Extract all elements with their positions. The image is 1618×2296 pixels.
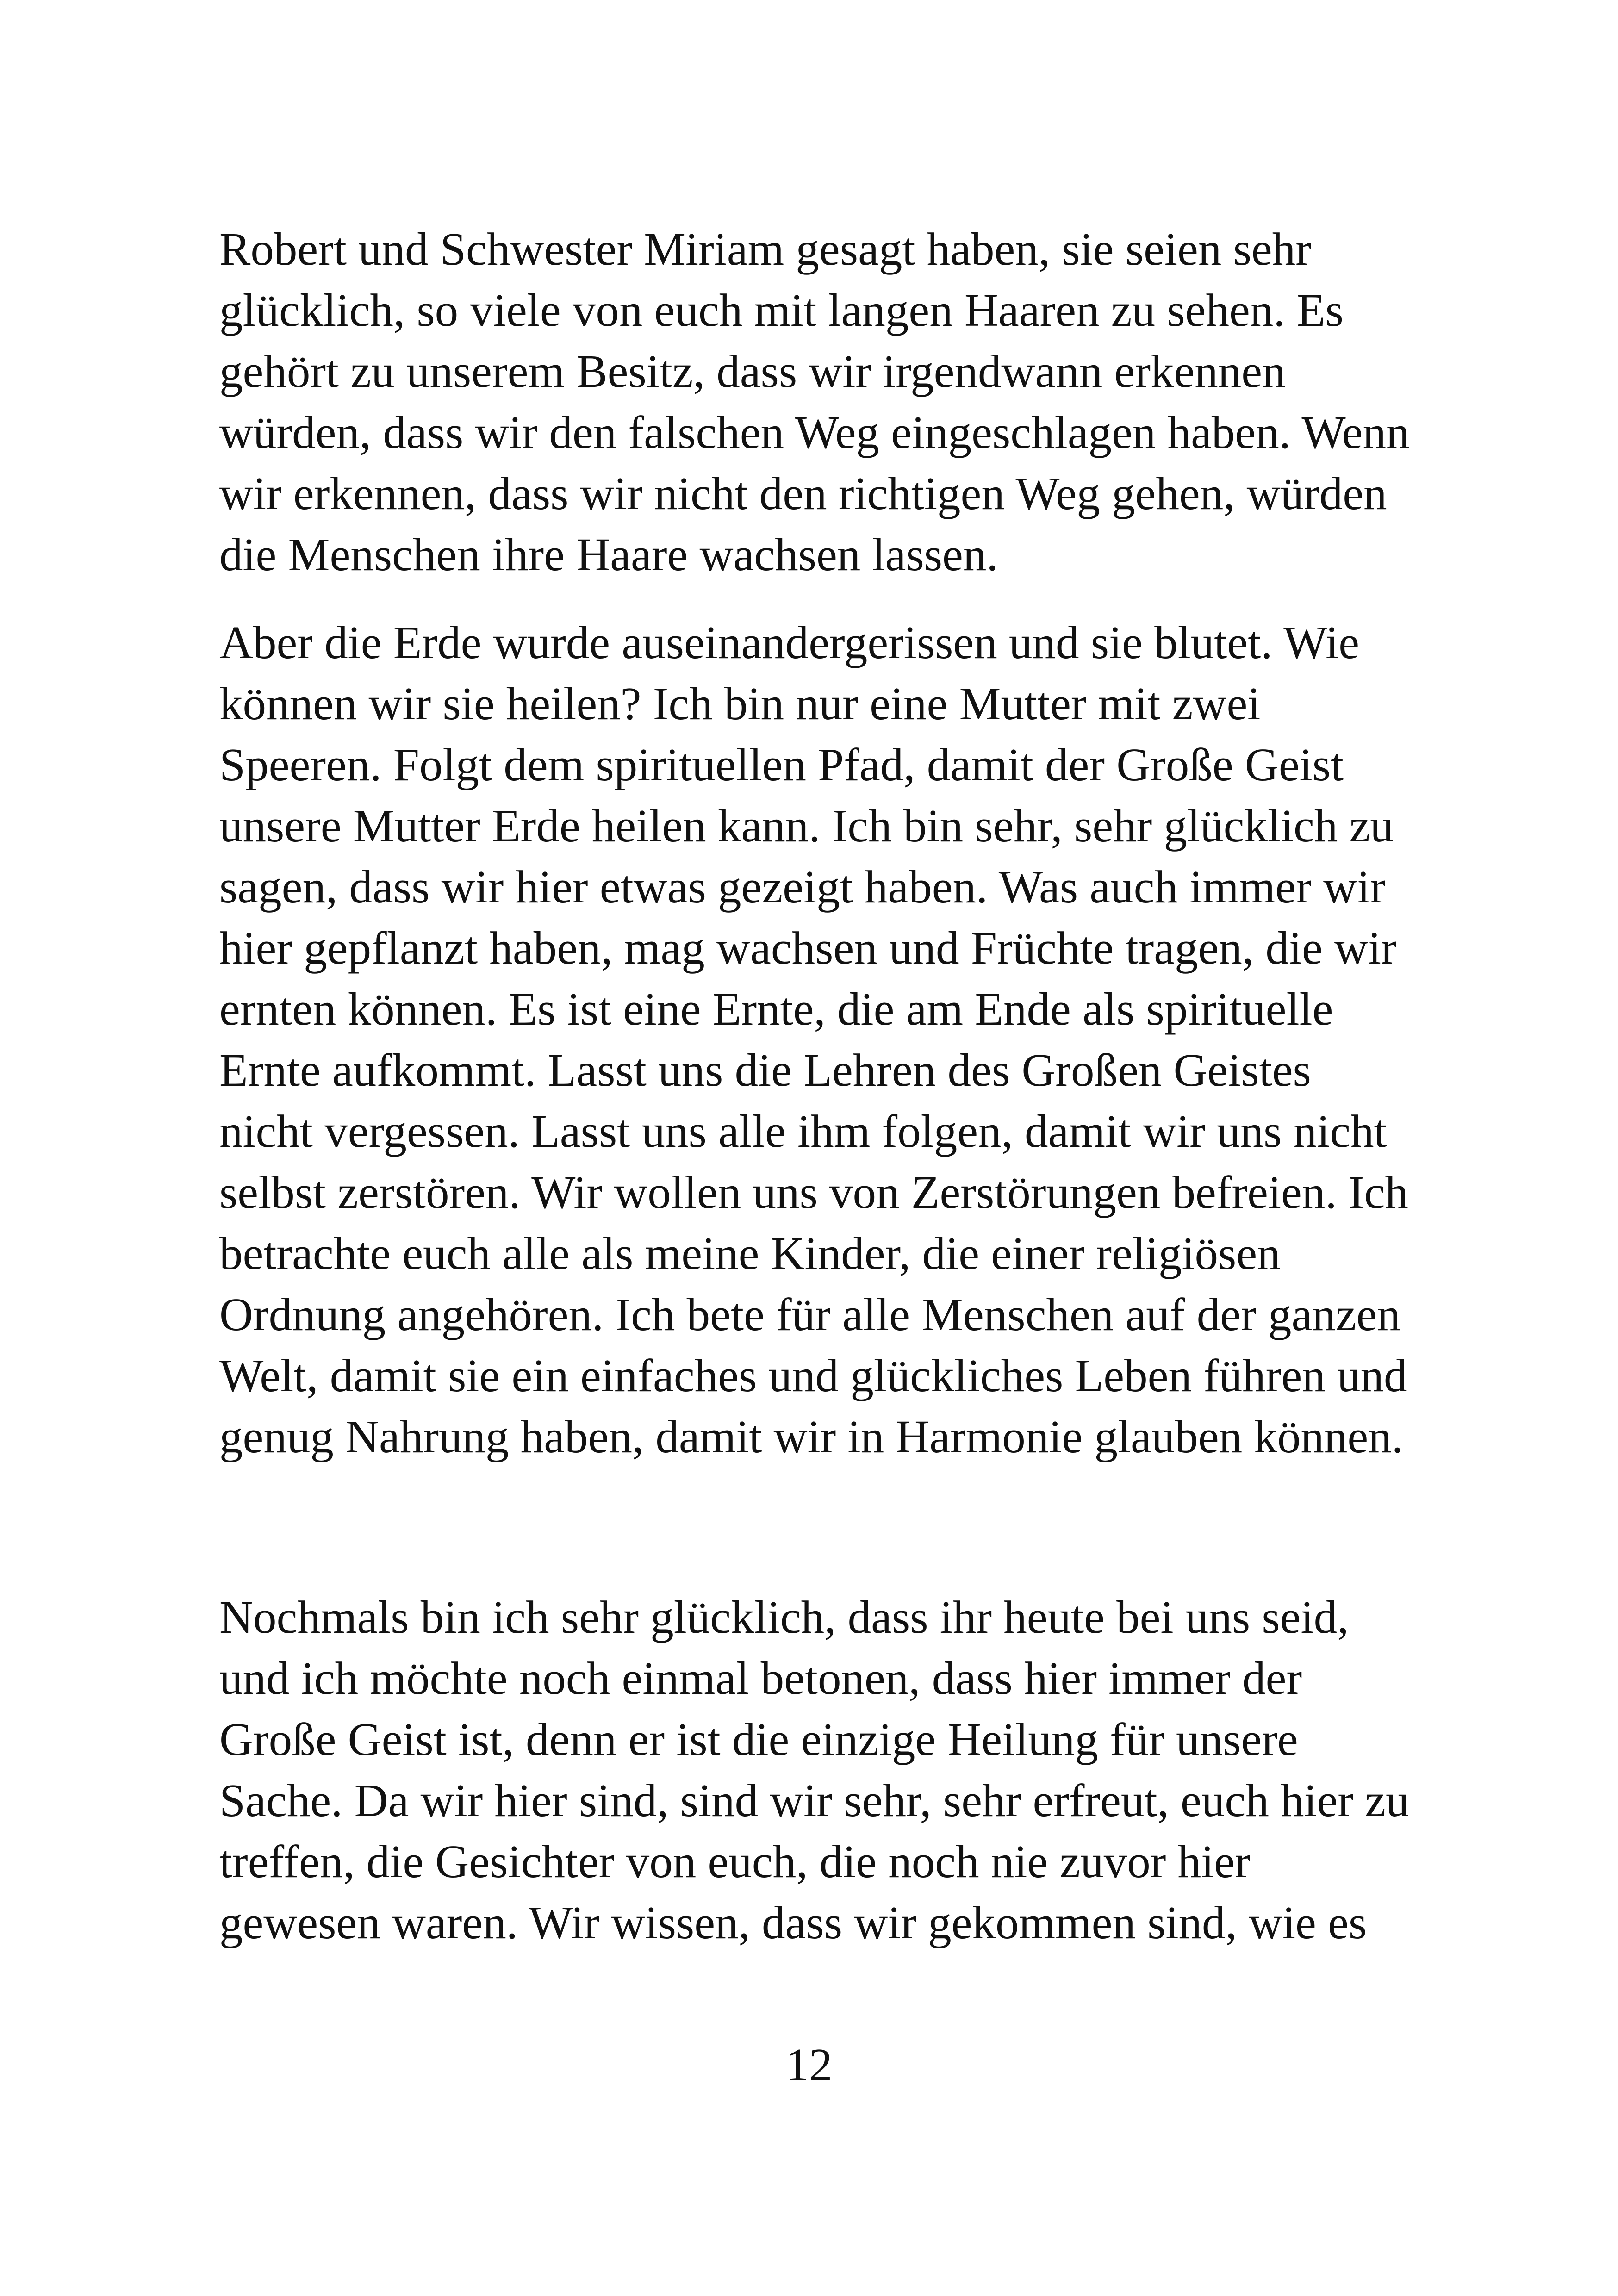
text-line: Ordnung angehören. Ich bete für alle Menschen auf der ganzen — [219, 1288, 1400, 1340]
text-line: ernten können. Es ist eine Ernte, die am Ende als spirituelle — [219, 983, 1333, 1035]
text-line: unsere Mutter Erde heilen kann. Ich bin sehr, sehr glücklich zu — [219, 800, 1394, 852]
text-line: wir erkennen, dass wir nicht den richtigen Weg gehen, würden — [219, 467, 1387, 519]
text-line: Speeren. Folgt dem spirituellen Pfad, damit der Große Geist — [219, 739, 1344, 790]
text-line: nicht vergessen. Lasst uns alle ihm folgen, damit wir uns nicht — [219, 1105, 1387, 1157]
text-line: Ernte aufkommt. Lasst uns die Lehren des Großen Geistes — [219, 1044, 1311, 1096]
text-line: sagen, dass wir hier etwas gezeigt haben. Was auch immer wir — [219, 861, 1386, 913]
text-line: Sache. Da wir hier sind, sind wir sehr, sehr erfreut, euch hier zu — [219, 1774, 1409, 1826]
text-line: Robert und Schwester Miriam gesagt haben, sie seien sehr — [219, 223, 1311, 275]
text-line: Große Geist ist, denn er ist die einzige Heilung für unsere — [219, 1713, 1298, 1765]
text-line: würden, dass wir den falschen Weg eingeschlagen haben. Wenn — [219, 406, 1410, 458]
text-line: betrachte euch alle als meine Kinder, die einer religiösen — [219, 1227, 1281, 1279]
text-line: glücklich, so viele von euch mit langen Haaren zu sehen. Es — [219, 284, 1344, 336]
text-line: Aber die Erde wurde auseinandergerissen und sie blutet. Wie — [219, 616, 1360, 668]
text-line: gewesen waren. Wir wissen, dass wir gekommen sind, wie es — [219, 1897, 1367, 1948]
text-line: hier gepflanzt haben, mag wachsen und Früchte tragen, die wir — [219, 922, 1397, 974]
text-line: genug Nahrung haben, damit wir in Harmonie glauben können. — [219, 1411, 1403, 1462]
page-number: 12 — [785, 2039, 833, 2091]
text-line: selbst zerstören. Wir wollen uns von Zerstörungen befreien. Ich — [219, 1166, 1408, 1218]
text-line: und ich möchte noch einmal betonen, dass hier immer der — [219, 1652, 1302, 1704]
text-line: Welt, damit sie ein einfaches und glückliches Leben führen und — [219, 1350, 1407, 1401]
text-line: Nochmals bin ich sehr glücklich, dass ihr heute bei uns seid, — [219, 1591, 1349, 1643]
text-line: treffen, die Gesichter von euch, die noch nie zuvor hier — [219, 1836, 1251, 1887]
text-line: können wir sie heilen? Ich bin nur eine Mutter mit zwei — [219, 678, 1261, 729]
text-line: gehört zu unserem Besitz, dass wir irgendwann erkennen — [219, 345, 1286, 397]
text-line: die Menschen ihre Haare wachsen lassen. — [219, 529, 998, 580]
